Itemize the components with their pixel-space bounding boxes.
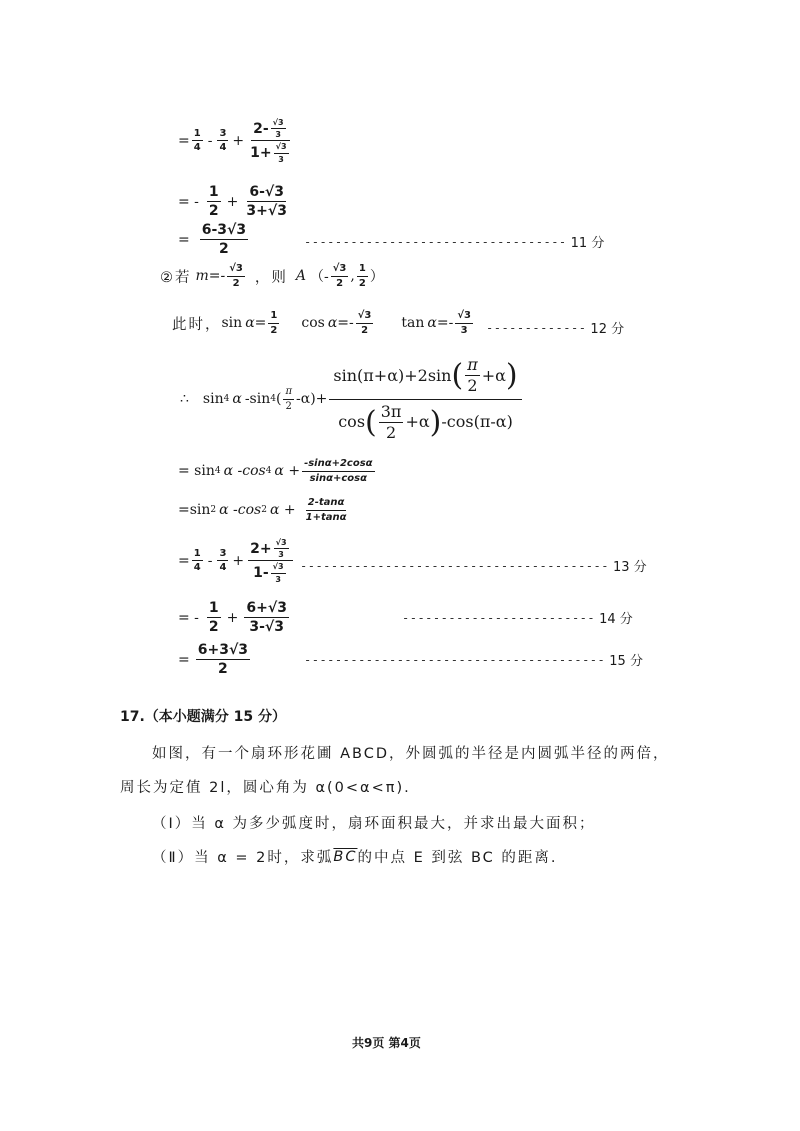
question-17-part-1: （Ⅰ）当 α 为多少弧度时，扇环面积最大，并求出最大面积； [152,816,596,832]
calc-line-7: = - $\frac{1}{2}$ + $\frac{6+√3}{3-√3}$ [178,600,287,636]
calc-line-3: = $\frac{6-3√3}{2}$ [178,222,247,258]
therefore-line: ∴ sin 4 α -sin 4 ( $\frac{\pi}{2}$ -α)+ sin(π+α)+2sin ( $\frac{\pi}{2}$ +α ) cos ( $\frac{3\pi}{2}$ +α ) -cos(π-α) [180,356,524,443]
big-fraction: sin(π+α)+2sin ( $\frac{\pi}{2}$ +α ) cos ( $\frac{3\pi}{2}$ +α ) -cos(π-α) [329,356,521,443]
question-17-title: 17.（本小题满分 15 分） [120,709,287,725]
calc-line-2: = - $\frac{1}{2}$ + $\frac{6-√3}{3+√3}$ [178,184,287,220]
compound-fraction: 2+ $\frac{√3}{3}$ 1- $\frac{√3}{3}$ [248,538,292,584]
question-17-part-2: （Ⅱ）当 α = 2时，求弧 $\overline{BC}$ 的中点 E 到弦 BC 的距离. [152,848,558,866]
score-mark-11: ---------------------------------- 11 分 [304,234,605,251]
calc-line-4: = sin 4 α -cos 4 α + $\frac{-\sin\alpha+2\cos\alpha}{\sin\alpha+\cos\alpha}$ [178,458,373,484]
calc-line-5: =sin 2 α -cos 2 α + $\frac{2-\tan\alpha}{1+\tan\alpha}$ [178,497,347,523]
question-17-body-1: 如图，有一个扇环形花圃 ABCD，外圆弧的半径是内圆弧半径的两倍， [152,746,670,762]
compound-fraction: 2- $\frac{√3}{3}$ 1+ $\frac{√3}{3}$ [248,118,292,164]
score-mark-13: ---------------------------------------- 13 分 [300,558,647,575]
arc-bc: $\overline{BC}$ [333,848,358,865]
page-footer: 共9页 第4页 [352,1036,421,1050]
case-2-line: ②若 m=- $\frac{√3}{2}$ ，则 A （- $\frac{√3}{2}$ , $\frac{1}{2}$ ） [160,263,384,289]
calc-line-8: = $\frac{6+3√3}{2}$ [178,642,249,678]
now-line: 此时， sin α = $\frac{1}{2}$ cos α =- $\frac{√3}{2}$ tan α =- $\frac{√3}{3}$ [172,310,471,336]
calc-line-6: = $\frac{1}{4}$ - $\frac{3}{4}$ + 2+ $\frac{√3}{3}$ 1- $\frac{√3}{3}$ [178,538,295,584]
question-17-body-2: 周长为定值 2l，圆心角为 α(0<α<π). [120,780,411,796]
score-mark-14: ------------------------- 14 分 [402,610,633,627]
score-mark-12: ------------- 12 分 [486,320,625,337]
score-mark-15: --------------------------------------- 15 分 [304,652,643,669]
calc-line-1: = $\frac{1}{4}$ - $\frac{3}{4}$ + 2- $\frac{√3}{3}$ 1+ $\frac{√3}{3}$ [178,118,295,164]
